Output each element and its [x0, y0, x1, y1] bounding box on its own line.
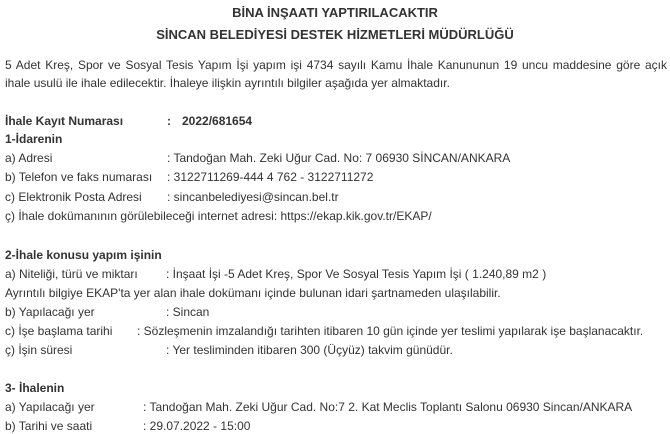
heading-line-2: SİNCAN BELEDİYESİ DESTEK HİZMETLERİ MÜDÜRLÜĞÜ [156, 27, 514, 42]
registration-value: 2022/681654 [182, 114, 253, 128]
s1-doc-line: ç) İhale dokümanının görülebileceği internet adresi: https://ekap.kik.gov.tr/EKAP/ [5, 209, 432, 223]
s1-address-label: a) Adresi [5, 151, 53, 165]
s2-a-value: : İnşaat İşi -5 Adet Kreş, Spor Ve Sosyal Tesis Yapım İşi ( 1.240,89 m2 ) [166, 267, 547, 281]
s1-phone-label: b) Telefon ve faks numarası [5, 170, 153, 184]
section3-title: 3- İhalenin [5, 381, 65, 395]
s2-b-value: : Sincan [166, 305, 210, 319]
s3-b-label: b) Tarihi ve saati [5, 419, 93, 433]
section1-title: 1-İdarenin [5, 132, 63, 146]
s1-address-value: : Tandoğan Mah. Zeki Uğur Cad. No: 7 06930 SİNCAN/ANKARA [167, 151, 511, 165]
s2-c-value: : Sözleşmenin imzalandığı tarihten itibaren 10 gün içinde yer teslimi yapılarak işe başlanacaktır. [137, 324, 644, 338]
intro-paragraph: 5 Adet Kreş, Spor ve Sosyal Tesis Yapım İşi yapım işi 4734 sayılı Kamu İhale Kanununun 19 uncu maddesine göre açık ihale usulü ile ihale edilecektir. İhaleye ilişkin ayrıntılı bilgiler aşağıda yer almaktadır. [5, 58, 667, 90]
s2-a-label: a) Niteliği, türü ve miktarı [5, 267, 138, 281]
s2-detail: Ayrıntılı bilgiye EKAP'ta yer alan ihale dokümanı içinde bulunan idari şartnameden ulaşılabilir. [5, 286, 501, 300]
s2-c-label: c) İşe başlama tarihi [5, 324, 113, 338]
s2-d-value: : Yer tesliminden itibaren 300 (Üçyüz) takvim günüdür. [166, 343, 453, 357]
s3-a-value: : Tandoğan Mah. Zeki Uğur Cad. No:7 2. Kat Meclis Toplantı Salonu 06930 Sincan/ANKARA [143, 400, 633, 414]
s1-phone-value: : 3122711269-444 4 762 - 3122711272 [167, 170, 374, 184]
heading-line-1: BİNA İNŞAATI YAPTIRILACAKTIR [232, 5, 438, 20]
registration-sep: : [167, 114, 171, 128]
section2-title: 2-İhale konusu yapım işinin [5, 248, 162, 262]
s1-email-value: : sincanbelediyesi@sincan.bel.tr [167, 190, 339, 204]
s2-b-label: b) Yapılacağı yer [5, 305, 95, 319]
s2-d-label: ç) İşin süresi [5, 343, 73, 357]
s3-b-value: : 29.07.2022 - 15:00 [143, 419, 251, 433]
s3-a-label: a) Yapılacağı yer [5, 400, 95, 414]
registration-label: İhale Kayıt Numarası [5, 114, 124, 128]
s1-email-label: c) Elektronik Posta Adresi [5, 190, 142, 204]
